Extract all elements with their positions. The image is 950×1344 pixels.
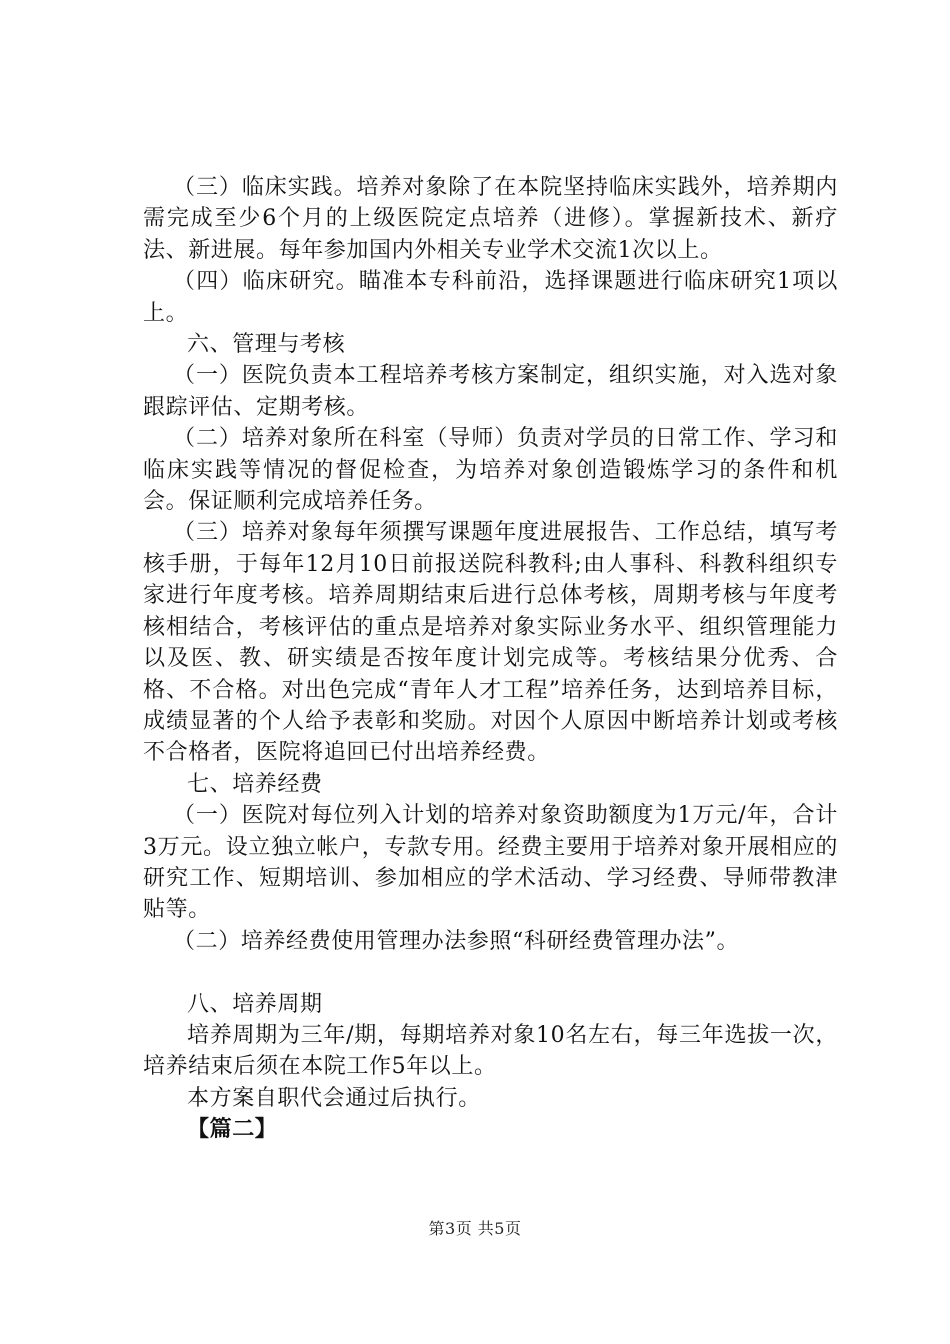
paragraph-effective: 本方案自职代会通过后执行。 xyxy=(187,1085,481,1111)
paragraph-period: 培养周期为三年/期，每期培养对象10名左右，每三年选拔一次，培养结束后须在本院工作5年以上。 xyxy=(143,1022,838,1080)
paragraph-funding-1: （一）医院对每位列入计划的培养对象资助额度为1万元/年，合计3万元。设立独立帐户，专款专用。经费主要用于培养对象开展相应的研究工作、短期培训、参加相应的学术活动、学习经费、导师带教津贴等。 xyxy=(143,803,838,923)
paragraph-management-3: （三）培养对象每年须撰写课题年度进展报告、工作总结，填写考核手册，于每年12月10日前报送院科教科;由人事科、科教科组织专家进行年度考核。培养周期结束后进行总体考核，周期考核与年度考核相结合，考核评估的重点是培养对象实际业务水平、组织管理能力以及医、教、研实绩是否按年度计划完成等。考核结果分优秀、合格、不合格。对出色完成“青年人才工程”培养任务，达到培养目标，成绩显著的个人给予表彰和奖励。对因个人原因中断培养计划或考核不合格者，医院将追回已付出培养经费。 xyxy=(143,520,838,766)
document-body xyxy=(143,172,838,1146)
paragraph-funding-2: （二）培养经费使用管理办法参照“科研经费管理办法”。 xyxy=(173,928,740,954)
section-heading-management: 六、管理与考核 xyxy=(187,332,346,358)
blank-line xyxy=(143,957,838,988)
section-heading-period: 八、培养周期 xyxy=(187,991,323,1017)
page-footer: 第3页 共5页 xyxy=(428,1219,522,1238)
paragraph-clinical-practice: （三）临床实践。培养对象除了在本院坚持临床实践外，培养期内需完成至少6个月的上级医院定点培养（进修）。掌握新技术、新疗法、新进展。每年参加国内外相关专业学术交流1次以上。 xyxy=(143,175,838,263)
paragraph-clinical-research: （四）临床研究。瞄准本专科前沿，选择课题进行临床研究1项以上。 xyxy=(143,269,838,326)
section-heading-funding: 七、培养经费 xyxy=(187,771,323,797)
paragraph-management-1: （一）医院负责本工程培养考核方案制定，组织实施，对入选对象跟踪评估、定期考核。 xyxy=(143,363,838,420)
paragraph-management-2: （二）培养对象所在科室（导师）负责对学员的日常工作、学习和临床实践等情况的督促检查，为培养对象创造锻炼学习的条件和机会。保证顺利完成培养任务。 xyxy=(143,426,838,515)
part-heading: 【篇二】 xyxy=(187,1116,278,1143)
